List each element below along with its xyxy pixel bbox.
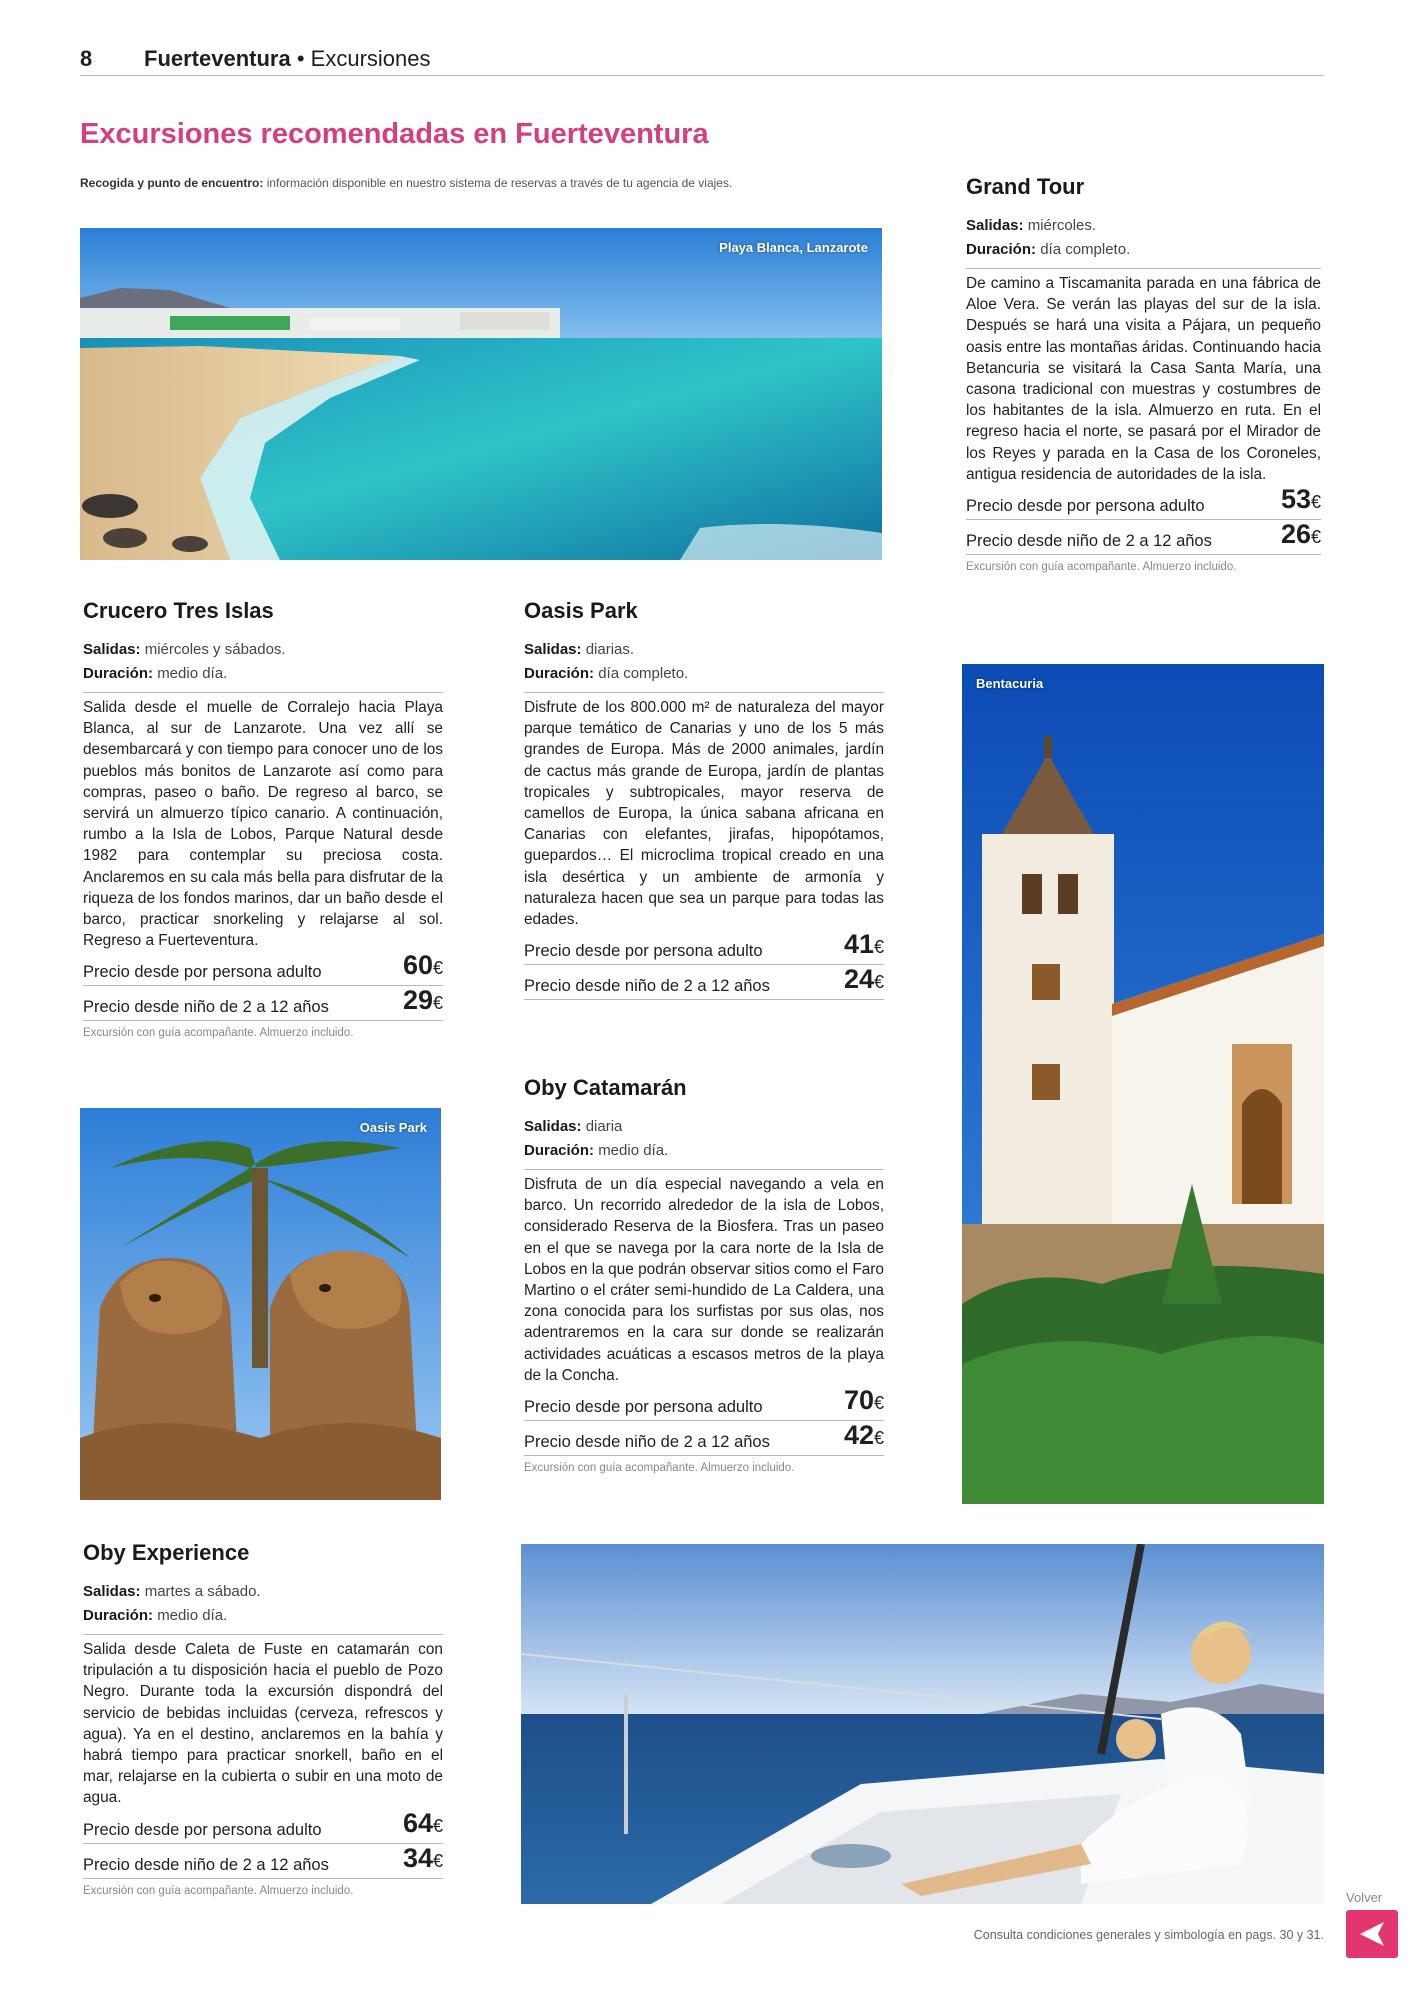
price-child-label: Precio desde niño de 2 a 12 años [524,977,770,996]
excursion-description: Disfruta de un día especial navegando a vela en barco. Un recorrido alrededor de la isla de Lobos, considerado Reserva de la Biosfera. Tras un paseo en el que se navega por la cara norte de la Isla de Lobos en la que podrán observar sitios como el Faro Martino o el cráter semi-hundido de La Caldera, una zona conocida para los surfistas por sus olas, nos adentraremos en la cara sur donde se realizarán actividades acuáticas a escasos metros de la playa de la Concha. [524,1176,884,1384]
conditions-note: Consulta condiciones generales y simbología en pags. 30 y 31. [973,1928,1324,1942]
photo-bentacuria [962,664,1324,1504]
duracion-row [83,1604,443,1628]
duracion-label: Duración: [524,665,595,682]
price-child [966,520,1321,555]
price-child [524,965,884,1000]
price-child-label: Precio desde niño de 2 a 12 años [83,998,329,1017]
excursion-description: Salida desde Caleta de Fuste en catamarán con tripulación a tu disposición hacia el pueblo de Pozo Negro. Durante toda la excursión dispondrá del servicio de bebidas incluidas (cerveza, refrescos y agua). Ya en el destino, anclaremos en la bahía y habrá tiempo para practicar snorkell, baño en el mar, relajarse en la cubierta o subir en una moto de agua. [83,1641,443,1807]
divider [524,692,884,693]
price-adult [524,930,884,965]
excursion-oby-experience [83,1540,443,1897]
price-adult-value [844,930,884,961]
header-separator: • [296,46,305,71]
price-child-label: Precio desde niño de 2 a 12 años [524,1433,770,1452]
salidas-label: Salidas: [966,217,1024,234]
salidas-label: Salidas: [524,1118,582,1135]
price-child-value [403,1844,443,1875]
salidas-value: miércoles. [1027,217,1097,234]
price-adult-label: Precio desde por persona adulto [524,1398,763,1417]
back-button[interactable] [1346,1910,1398,1958]
divider [83,692,443,693]
currency-symbol: € [873,937,884,958]
excursion-note: Excursión con guía acompañante. Almuerzo incluido. [83,1027,354,1040]
salidas-value: miércoles y sábados. [144,641,286,658]
price-child-amount: 42 [843,1420,874,1451]
arrow-left-icon [1346,1910,1398,1958]
excursion-description: De camino a Tiscamanita parada en una fábrica de Aloe Vera. Se verán las playas del sur de la isla. Después se hará una visita a Pájara, un pequeño oasis entre las montañas áridas. Continuando hacia Betancuria se visitará la Casa Santa María, una casona tradicional con muestras y costumbres de los habitantes de la isla. Almuerzo en ruta. En el regreso hacia el norte, se pasará por el Mirador de los Reyes y parada en la Casa de los Coroneles, antigua residencia de autoridades de la isla. [966,275,1321,483]
header-subsection: Excursiones [310,46,431,71]
currency-symbol: € [432,1815,443,1836]
camels-image [80,1108,441,1500]
price-child-value [844,1421,884,1452]
price-adult-amount: 53 [1280,484,1311,515]
duracion-row [966,238,1321,262]
header-title [144,46,431,72]
currency-symbol: € [432,1850,443,1871]
salidas-row [966,214,1321,238]
price-child-amount: 26 [1280,519,1311,550]
back-label[interactable]: Volver [1346,1890,1383,1905]
photo-catamaran [521,1544,1324,1904]
price-adult [83,1809,443,1844]
price-child [83,986,443,1021]
duracion-label: Duración: [524,1142,595,1159]
price-child [524,1421,884,1456]
price-adult-amount: 64 [402,1807,433,1838]
pickup-label: Recogida y punto de encuentro: [80,176,264,190]
photo-caption-bentacuria: Bentacuria [976,676,1044,691]
duracion-value: medio día. [598,1142,669,1159]
header-section: Fuerteventura [144,46,291,71]
excursion-title: Oasis Park [524,598,638,623]
currency-symbol: € [873,972,884,993]
salidas-value: martes a sábado. [144,1583,261,1600]
duracion-label: Duración: [83,1607,154,1624]
price-adult-value [403,1809,443,1840]
duracion-value: medio día. [157,1607,228,1624]
currency-symbol: € [1310,527,1321,548]
excursion-title: Crucero Tres Islas [83,598,274,623]
salidas-row [524,638,884,662]
duracion-label: Duración: [966,241,1037,258]
salidas-label: Salidas: [83,641,141,658]
price-child-amount: 34 [402,1842,433,1873]
excursion-crucero [83,598,443,1039]
price-child-amount: 24 [843,964,874,995]
currency-symbol: € [1310,492,1321,513]
duracion-row [83,662,443,686]
excursion-note: Excursión con guía acompañante. Almuerzo incluido. [966,561,1237,574]
salidas-label: Salidas: [83,1583,141,1600]
page-number: 8 [80,46,93,71]
price-adult-label: Precio desde por persona adulto [966,497,1205,516]
price-adult-amount: 41 [843,929,874,960]
price-child-label: Precio desde niño de 2 a 12 años [83,1855,329,1874]
salidas-label: Salidas: [524,641,582,658]
excursion-description: Disfrute de los 800.000 m² de naturaleza del mayor parque temático de Canarias y uno de los 5 más grandes de Europa. Más de 2000 animales, jardín de cactus más grande de Europa, jardín de plantas tropicales y subtropicales, mayor reserva de camellos de Europa, la única sabana africana en Canarias con elefantes, jirafas, hipopótamos, guepardos… El microclima tropical creado en una isla desértica y un ambiente de armonía y naturaleza hacen que sea un parque para todas las edades. [524,699,884,929]
pickup-info [80,176,900,190]
photo-oasis-park [80,1108,441,1500]
photo-caption-playa-blanca: Playa Blanca, Lanzarote [719,240,868,255]
salidas-row [83,1580,443,1604]
price-adult-label: Precio desde por persona adulto [83,963,322,982]
price-child-value [1281,520,1321,551]
excursion-title: Grand Tour [966,174,1085,199]
price-adult-value [403,951,443,982]
price-adult-label: Precio desde por persona adulto [83,1820,322,1839]
price-adult-label: Precio desde por persona adulto [524,942,763,961]
page-header [80,44,1324,76]
sailing-image [521,1544,1324,1904]
excursion-title: Oby Experience [83,1540,250,1565]
excursion-grand-tour [966,174,1321,573]
duracion-row [524,662,884,686]
divider [83,1634,443,1635]
price-adult-amount: 70 [843,1385,874,1416]
excursion-oasis-park [524,598,884,1000]
beach-image [80,228,882,560]
excursion-title: Oby Catamarán [524,1075,687,1100]
price-child-label: Precio desde niño de 2 a 12 años [966,532,1212,551]
currency-symbol: € [432,958,443,979]
price-adult-amount: 60 [402,950,433,981]
duracion-value: día completo. [1040,241,1131,258]
price-adult [524,1386,884,1421]
price-adult-value [844,1386,884,1417]
salidas-value: diarias. [585,641,635,658]
price-adult-value [1281,485,1321,516]
photo-playa-blanca [80,228,882,560]
price-child [83,1844,443,1879]
excursion-description: Salida desde el muelle de Corralejo hacia Playa Blanca, al sur de Lanzarote. Una vez allí se desembarcará y con tiempo para conocer uno de los pueblos más bonitos de Lanzarote así como para compras, paseo o baño. De regreso al barco, se servirá un almuerzo típico canario. A continuación, rumbo a la Isla de Lobos, Parque Natural desde 1982 para contemplar su preciosa costa. Anclaremos en su cala más bella para disfrutar de la riqueza de los fondos marinos, dar un baño desde el barco, practicar snorkeling y relajarse al sol. Regreso a Fuerteventura. [83,699,443,950]
church-image [962,664,1324,1504]
price-child-value [403,986,443,1017]
divider [524,1169,884,1170]
duracion-label: Duración: [83,665,154,682]
currency-symbol: € [873,1393,884,1414]
price-adult [966,485,1321,520]
excursion-oby-catamaran [524,1075,884,1474]
excursion-note: Excursión con guía acompañante. Almuerzo incluido. [524,1462,795,1475]
duracion-value: día completo. [598,665,689,682]
page-title: Excursiones recomendadas en Fuerteventura [80,118,709,150]
currency-symbol: € [873,1428,884,1449]
divider [966,268,1321,269]
price-child-amount: 29 [402,985,433,1016]
salidas-value: diaria [585,1118,623,1135]
salidas-row [83,638,443,662]
salidas-row [524,1115,884,1139]
currency-symbol: € [432,993,443,1014]
photo-caption-oasis-park: Oasis Park [359,1120,427,1135]
pickup-text: información disponible en nuestro sistema de reservas a través de tu agencia de viajes. [266,176,733,190]
price-child-value [844,965,884,996]
duracion-value: medio día. [157,665,228,682]
duracion-row [524,1139,884,1163]
price-adult [83,951,443,986]
excursion-note: Excursión con guía acompañante. Almuerzo incluido. [83,1884,354,1897]
